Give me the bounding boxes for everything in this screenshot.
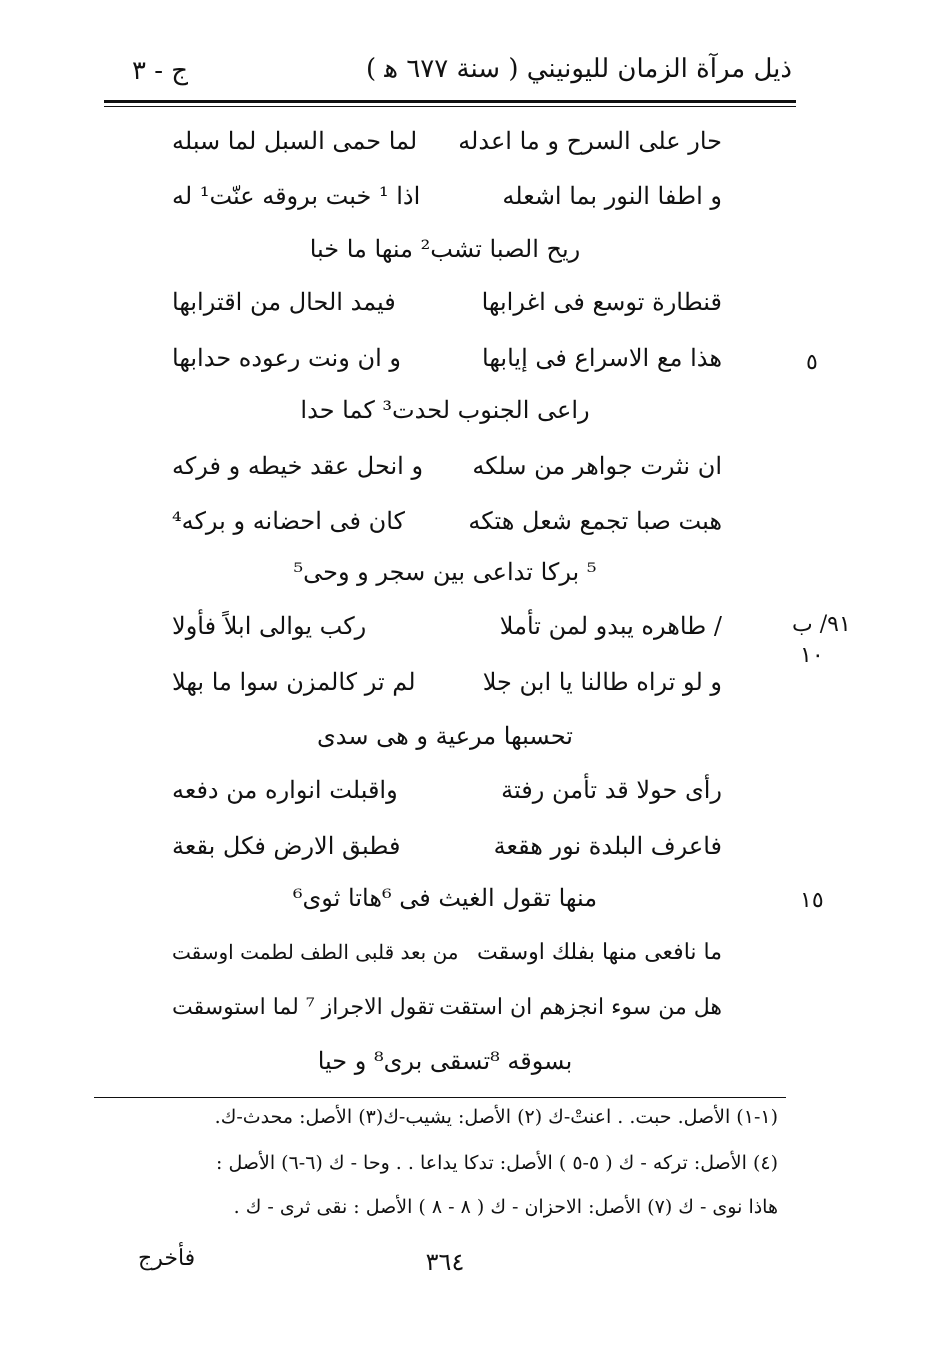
- footnote-rule: [94, 1097, 786, 1098]
- margin-line-number-15: ١٥: [800, 888, 824, 913]
- footnote-line-2: (٤) الأصل: تركه - ك ( ٥-٥ ) الأصل: تدكا يداعا . . وحا - ك (٦-٦) الأصل :: [216, 1152, 778, 1174]
- verse-2-second-hemistich: اذا ¹ خبت بروقه عنّت¹ له: [172, 182, 421, 210]
- verse-17-first-hemistich: هل من سوء انجزهم ان استقت: [439, 995, 722, 1020]
- header-rule-thick: [104, 100, 796, 103]
- volume-number: ج - ٣: [132, 56, 189, 86]
- verse-4-first-hemistich: قنطارة توسع فى اغرابها: [481, 288, 722, 316]
- margin-line-number-10: ١٠: [800, 643, 824, 668]
- verse-13-second-hemistich: واقبلت انواره من دفعه: [172, 776, 398, 804]
- footnote-line-1: (١-١) الأصل. حبت. . اعنتْ-ك (٢) الأصل: يشيب-ك(٣) الأصل: محدث-ك.: [214, 1106, 778, 1128]
- verse-7-second-hemistich: و انحل عقد خيطه و فركه: [172, 452, 424, 480]
- verse-16-first-hemistich: ما نافعى منها بفلك اوسقت: [477, 940, 722, 965]
- verse-5-second-hemistich: و ان ونت رعوده حدابها: [172, 344, 401, 372]
- verse-11-first-hemistich: و لو تراه طالنا يا ابن جلا: [482, 668, 722, 696]
- footnote-line-3: هاذا نوى - ك (٧) الأصل: الاحزان - ك ( ٨ - ٨ ) الأصل : نقى ثرى - ك .: [233, 1196, 778, 1218]
- header-rule-thin: [104, 106, 796, 107]
- verse-10-first-hemistich: / طاهره يبدو لمن تأملا: [499, 612, 722, 640]
- margin-line-number-5: ٥: [806, 350, 818, 375]
- verse-14-second-hemistich: فطبق الارض فكل بقعة: [172, 832, 401, 860]
- verse-8-first-hemistich: هبت صبا تجمع شعل هتكه: [468, 507, 722, 535]
- running-title: ذيل مرآة الزمان لليونيني ( سنة ٦٧٧ ﻫ ): [365, 54, 792, 84]
- page-number: ٣٦٤: [425, 1248, 465, 1276]
- verse-1-first-hemistich: حار على السرح و ما اعدله: [458, 127, 722, 155]
- verse-10-second-hemistich: ركب يوالى ابلاً فأولا: [172, 612, 367, 640]
- verse-6-refrain: راعى الجنوب لحدت³ كما حدا: [300, 396, 590, 424]
- verse-2-first-hemistich: و اطفا النور بما اشعله: [502, 182, 722, 210]
- verse-12-refrain: تحسبها مرعية و هى سدى: [317, 722, 573, 750]
- verse-14-first-hemistich: فاعرف البلدة نور هقعة: [493, 832, 722, 860]
- catchword: فأخرج: [138, 1246, 196, 1271]
- verse-15-refrain: منها تقول الغيث فى ⁶هاتا ثوى⁶: [292, 884, 598, 912]
- verse-11-second-hemistich: لم تر كالمزن سوا ما بهلا: [172, 668, 416, 696]
- verse-9-refrain: ⁵ بركا تداعى بين سجر و وحى⁵: [293, 558, 597, 586]
- verse-13-first-hemistich: رأى حولا قد تأمن رفتة: [501, 776, 722, 804]
- verse-5-first-hemistich: هذا مع الاسراع فى إيابها: [482, 344, 722, 372]
- verse-3-refrain: ريح الصبا تشب² منها ما خبا: [309, 235, 581, 263]
- margin-folio-reference: ٩١/ ب: [792, 612, 851, 637]
- verse-7-first-hemistich: ان نثرت جواهر من سلكه: [472, 452, 722, 480]
- verse-16-second-hemistich: من بعد قلبى الطف لطمت اوسقت: [172, 940, 459, 964]
- verse-1-second-hemistich: لما حمى السبل لما سبله: [172, 127, 418, 155]
- verse-8-second-hemistich: كان فى احضانه و بركه⁴: [172, 507, 405, 535]
- verse-4-second-hemistich: فيمد الحال من اقترابها: [172, 288, 396, 316]
- verse-17-second-hemistich: تقول الاجراز ⁷ لما استوسقت: [172, 995, 435, 1020]
- verse-18-refrain: بسوقه ⁸تسقى برى⁸ و حيا: [317, 1047, 573, 1075]
